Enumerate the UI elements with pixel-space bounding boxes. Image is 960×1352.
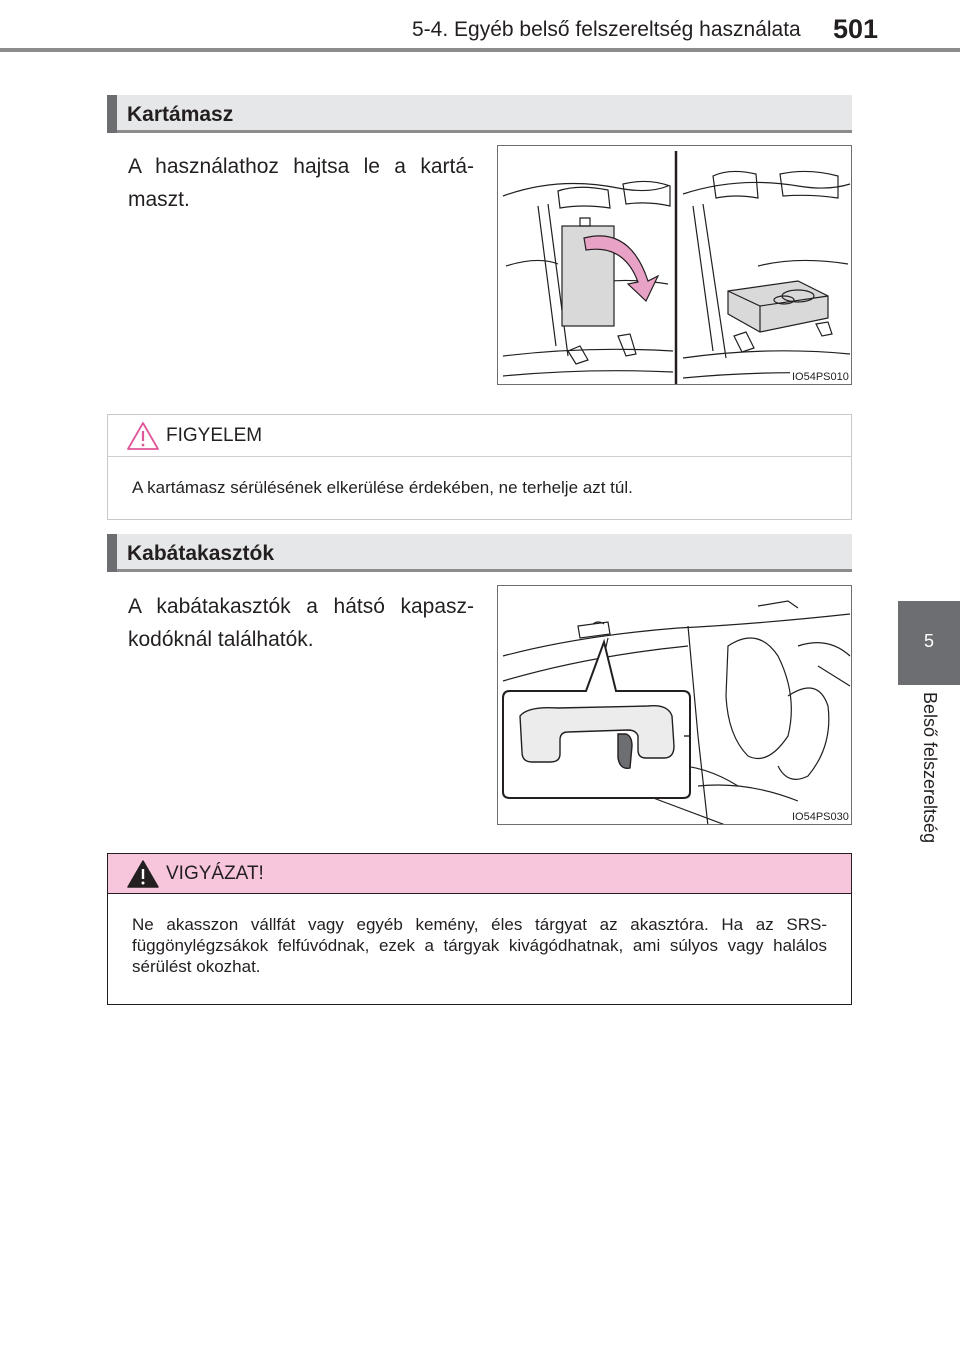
section-heading-armrest	[107, 95, 852, 133]
coat-hooks-description: A kabátakasztók a hátsó kapasz-kodóknál találhatók.	[128, 595, 474, 651]
chapter-tab-number: 5	[923, 631, 934, 651]
section-heading-text: Kabátakasztók	[127, 542, 275, 565]
danger-triangle-icon	[126, 859, 160, 889]
section-heading-coat-hooks	[107, 534, 852, 572]
chapter-tab[interactable]	[898, 601, 960, 685]
section-heading-text: Kartámasz	[127, 103, 234, 126]
armrest-instruction: A használathoz hajtsa le a kartá-maszt.	[128, 155, 474, 211]
page-number: 501	[833, 14, 879, 44]
warning-box	[107, 853, 852, 1005]
caution-title: FIGYELEM	[166, 425, 263, 446]
warning-title: VIGYÁZAT!	[166, 863, 264, 884]
header-divider	[0, 48, 960, 52]
coat-hook-illustration	[497, 585, 852, 825]
figure-code: IO54PS030	[792, 811, 849, 823]
figure-code: IO54PS010	[792, 371, 849, 383]
caution-header	[108, 415, 851, 457]
armrest-drawing	[498, 146, 852, 385]
chapter-tab-label-text: Belső felszereltség	[920, 692, 940, 844]
armrest-illustration	[497, 145, 852, 385]
caution-text: A kartámasz sérülésének elkerülése érdekében, ne terhelje azt túl.	[132, 478, 633, 497]
warning-text: Ne akasszon vállfát vagy egyéb kemény, éles tárgyat az akasztóra. Ha az SRS-függönylégzsákok felfúvódnak, ezek a tárgyak kivágódhatnak, ami súlyos vagy halálos sérülést okozhat.	[132, 915, 827, 976]
chapter-title: 5-4. Egyéb belső felszereltség használata	[412, 18, 801, 41]
caution-box	[107, 414, 852, 520]
chapter-tab-label	[916, 692, 940, 872]
warning-triangle-icon	[126, 421, 160, 451]
warning-header	[108, 854, 851, 894]
coat-hook-drawing	[498, 586, 852, 825]
